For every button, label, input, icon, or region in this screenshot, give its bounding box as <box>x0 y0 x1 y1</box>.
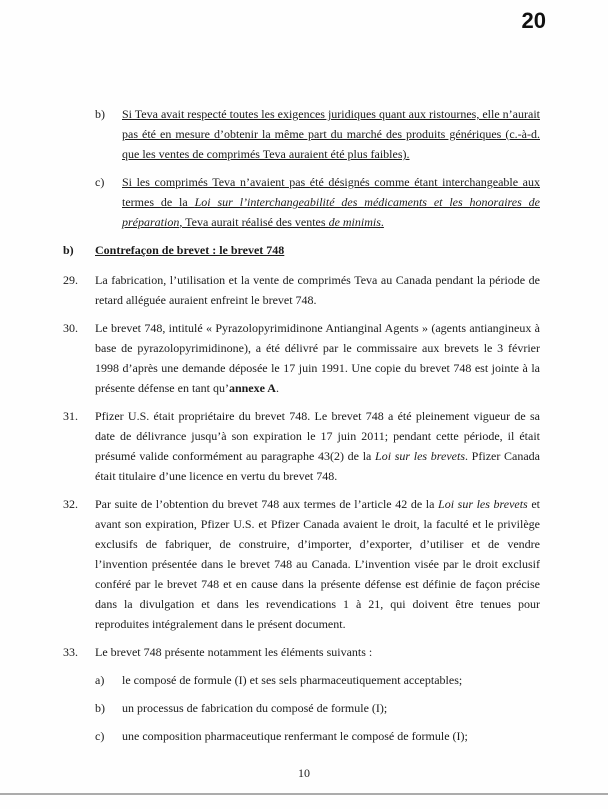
section-heading-text: Contrefaçon de brevet : le brevet 748 <box>95 243 285 257</box>
paragraph <box>63 406 540 486</box>
footer-page-number: 10 <box>298 766 310 780</box>
paragraph <box>63 270 540 310</box>
paragraph-number: 32. <box>63 497 78 511</box>
list-item-marker: a) <box>95 673 105 687</box>
page-bottom-rule <box>0 793 608 795</box>
list-item <box>95 726 540 746</box>
paragraph-number: 31. <box>63 409 78 423</box>
list-item <box>95 670 540 690</box>
paragraph-text: Par suite de l’obtention du brevet 748 aux termes de l’article 42 de la Loi sur les brevets et avant son expiration, Pfizer U.S. et Pfizer Canada avaient le droit, la faculté et le privilège exclusifs de fabriquer, de construire, d’importer, d’exporter, d’utiliser et de vendre l’invention présentée dans le brevet 748 au Canada. L’invention visée par le droit exclusif conféré par le brevet 748 et en cause dans la présente défense est définie de façon précise dans la divulgation et dans les revendications 1 à 21, qui doivent être tenues pour reproduites intégralement dans le présent document. <box>95 497 540 631</box>
paragraph-text: La fabrication, l’utilisation et la vente de comprimés Teva au Canada pendant la période de retard alléguée auraient enfreint le brevet 748. <box>95 273 540 307</box>
section-heading-marker: b) <box>63 243 74 257</box>
list-item <box>95 104 540 164</box>
paragraph-text: Le brevet 748 présente notamment les éléments suivants : <box>95 645 373 659</box>
list-item-text: Si les comprimés Teva n’avaient pas été désignés comme étant interchangeable aux termes de la Loi sur l’interchangeabilité des médicaments et les honoraires de préparation, Teva aurait réalisé des ventes de minimis. <box>122 175 540 229</box>
list-item-marker: c) <box>95 729 105 743</box>
list-item-text: un processus de fabrication du composé de formule (I); <box>122 701 388 715</box>
section-heading <box>63 240 540 260</box>
paragraph-number: 30. <box>63 321 78 335</box>
list-item-text: le composé de formule (I) et ses sels pharmaceutiquement acceptables; <box>122 673 463 687</box>
corner-page-number: 20 <box>521 8 546 33</box>
paragraph-number: 33. <box>63 645 78 659</box>
paragraph <box>63 318 540 398</box>
paragraph <box>63 494 540 634</box>
list-item <box>95 698 540 718</box>
paragraph <box>63 642 540 662</box>
list-item-text: une composition pharmaceutique renfermant le composé de formule (I); <box>122 729 468 743</box>
list-item-marker: b) <box>95 701 105 715</box>
list-item <box>95 172 540 232</box>
paragraph-text: Le brevet 748, intitulé « Pyrazolopyrimidinone Antianginal Agents » (agents antiangineux à base de pyrazolopyrimidinone), a été délivré par le commissaire aux brevets le 3 février 1998 d’après une demande déposée le 17 juin 1991. Une copie du brevet 748 est jointe à la présente défense en tant qu’annexe A. <box>95 321 540 395</box>
paragraph-text: Pfizer U.S. était propriétaire du brevet 748. Le brevet 748 a été pleinement vigueur de sa date de délivrance jusqu’à son expiration le 17 juin 2011; pendant cette période, il était présumé valide conformément au paragraphe 43(2) de la Loi sur les brevets. Pfizer Canada était titulaire d’une licence en vertu du brevet 748. <box>95 409 541 483</box>
list-item-marker: c) <box>95 175 105 189</box>
list-item-marker: b) <box>95 107 105 121</box>
paragraph-number: 29. <box>63 273 78 287</box>
list-item-text: Si Teva avait respecté toutes les exigences juridiques quant aux ristournes, elle n’aurait pas été en mesure d’obtenir la même part du marché des produits génériques (c.-à-d. que les ventes de comprimés Teva auraient été plus faibles). <box>122 107 540 161</box>
document-body <box>63 104 540 754</box>
